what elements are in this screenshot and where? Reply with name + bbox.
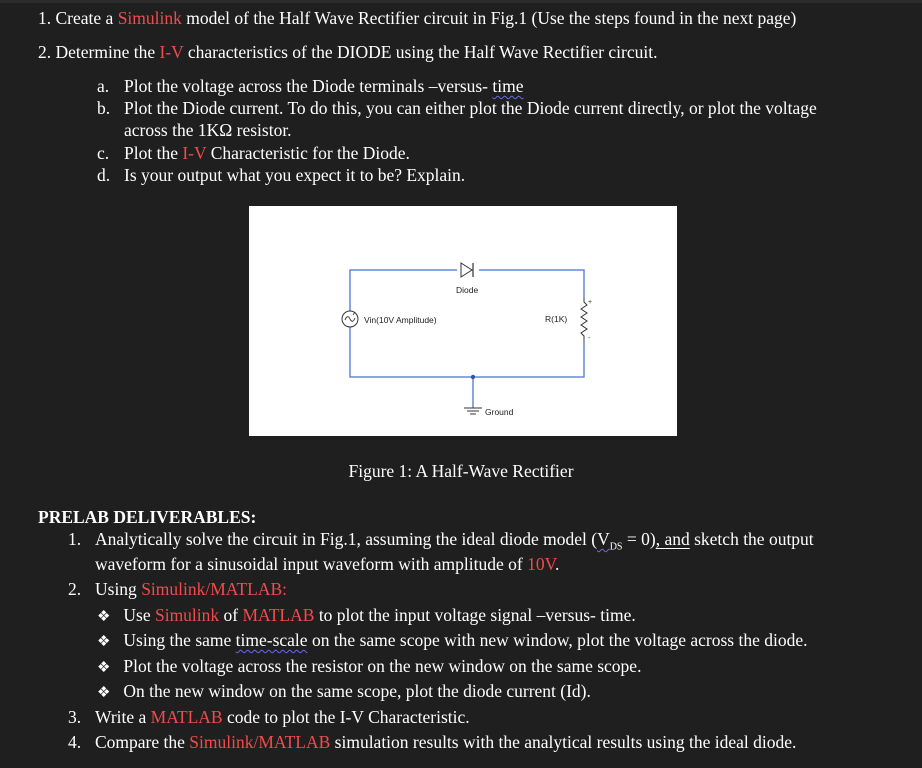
- list-letter: c.: [97, 143, 110, 163]
- text: Using: [95, 579, 137, 599]
- ground-symbol: [464, 408, 482, 414]
- list-number: 2.: [68, 579, 82, 599]
- circuit-figure: [249, 206, 677, 436]
- text: Is your output what you expect it to be? Explain.: [124, 165, 466, 185]
- text: Characteristic for the Diode.: [210, 143, 410, 163]
- list-number: 3.: [68, 707, 82, 727]
- red-text: Simulink/MATLAB: [189, 732, 331, 752]
- prelab-bullet-3: [97, 655, 641, 679]
- text: .: [554, 554, 560, 574]
- prelab-bullet-2: [97, 629, 808, 653]
- vds-subscript: DS: [609, 541, 623, 553]
- text: characteristics of the DIODE using the Half Wave Rectifier circuit.: [187, 42, 658, 62]
- ground-node: [471, 375, 475, 379]
- prelab-bullet-1: [97, 604, 636, 628]
- diode-icon: [457, 263, 479, 277]
- text: Write a: [95, 707, 147, 727]
- list-letter: b.: [97, 98, 111, 118]
- svg-text:-: -: [588, 335, 591, 342]
- diamond-bullet-icon: ❖: [97, 685, 111, 701]
- task-sub-b-cont: [124, 119, 292, 141]
- text: Create a: [55, 8, 114, 28]
- text: across the 1KΩ resistor.: [124, 120, 292, 140]
- prelab-heading: PRELAB DELIVERABLES:: [38, 507, 257, 527]
- list-letter: a.: [97, 76, 110, 96]
- prelab-item-2: [68, 578, 287, 600]
- ac-source-icon: [342, 311, 358, 327]
- diamond-bullet-icon: ❖: [97, 660, 111, 676]
- text: on the same scope with new window, plot the voltage across the diode.: [311, 630, 808, 650]
- list-number: 4.: [68, 732, 82, 752]
- text: Plot the Diode current. To do this, you can either plot the Diode current directly, or plot the voltage: [124, 98, 817, 118]
- red-text: Simulink/MATLAB:: [141, 579, 288, 599]
- figure-caption: Figure 1: A Half-Wave Rectifier: [348, 461, 574, 481]
- red-text: I-V: [159, 42, 184, 62]
- vds-v: V: [597, 529, 610, 549]
- text: Plot the: [124, 143, 178, 163]
- text: Analytically solve the circuit in Fig.1, assuming the ideal diode model (: [95, 529, 598, 549]
- underlined-text: time-scale: [235, 630, 308, 650]
- circuit-diagram: [249, 206, 677, 436]
- prelab-item-1-cont: [95, 553, 559, 575]
- list-number: 2.: [38, 42, 52, 62]
- text: Plot the voltage across the Diode terminals –versus-: [124, 76, 489, 96]
- text: = 0): [622, 529, 656, 549]
- red-text: I-V: [182, 143, 207, 163]
- resistor-icon: [578, 298, 592, 342]
- text: Use: [123, 605, 151, 625]
- text: simulation results with the analytical results using the ideal diode.: [334, 732, 797, 752]
- task-sub-a: [97, 75, 524, 97]
- text: to plot the input voltage signal –versus- time.: [318, 605, 636, 625]
- ground-label: Ground: [485, 407, 514, 417]
- diamond-bullet-icon: ❖: [97, 634, 111, 650]
- vds-symbol: [597, 529, 623, 553]
- red-text: 10V: [527, 554, 555, 574]
- list-letter: d.: [97, 165, 111, 185]
- svg-text:+: +: [588, 299, 593, 306]
- task-sub-c: [97, 142, 410, 164]
- task-item-1: [38, 7, 796, 29]
- list-number: 1.: [38, 8, 52, 28]
- resistor-label: R(1K): [545, 314, 568, 324]
- underlined-text: , and: [655, 529, 690, 549]
- text: code to plot the I-V Characteristic.: [226, 707, 470, 727]
- prelab-item-4: [68, 731, 796, 753]
- red-text: MATLAB: [150, 707, 223, 727]
- text: Plot the voltage across the resistor on the new window on the same scope.: [123, 656, 642, 676]
- task-sub-d: [97, 164, 465, 186]
- source-label: Vin(10V Amplitude): [364, 315, 437, 325]
- prelab-bullet-4: [97, 680, 591, 704]
- diode-label: Diode: [456, 285, 479, 295]
- prelab-item-3: [68, 706, 470, 728]
- list-number: 1.: [68, 529, 82, 549]
- text: Determine the: [55, 42, 156, 62]
- top-bar: [0, 0, 922, 3]
- task-item-2: [38, 41, 657, 63]
- text: model of the Half Wave Rectifier circuit in Fig.1 (Use the steps found in the next page): [186, 8, 797, 28]
- text: Compare the: [95, 732, 185, 752]
- text: Using the same: [123, 630, 232, 650]
- text: On the new window on the same scope, plot the diode current (Id).: [123, 681, 591, 701]
- diamond-bullet-icon: ❖: [97, 609, 111, 625]
- text: of: [223, 605, 239, 625]
- red-text: Simulink: [117, 8, 182, 28]
- red-text: MATLAB: [242, 605, 315, 625]
- text: sketch the output: [689, 529, 814, 549]
- red-text: Simulink: [154, 605, 220, 625]
- underlined-text: time: [492, 76, 524, 96]
- task-sub-b: [97, 97, 817, 119]
- text: waveform for a sinusoidal input waveform with amplitude of: [95, 554, 523, 574]
